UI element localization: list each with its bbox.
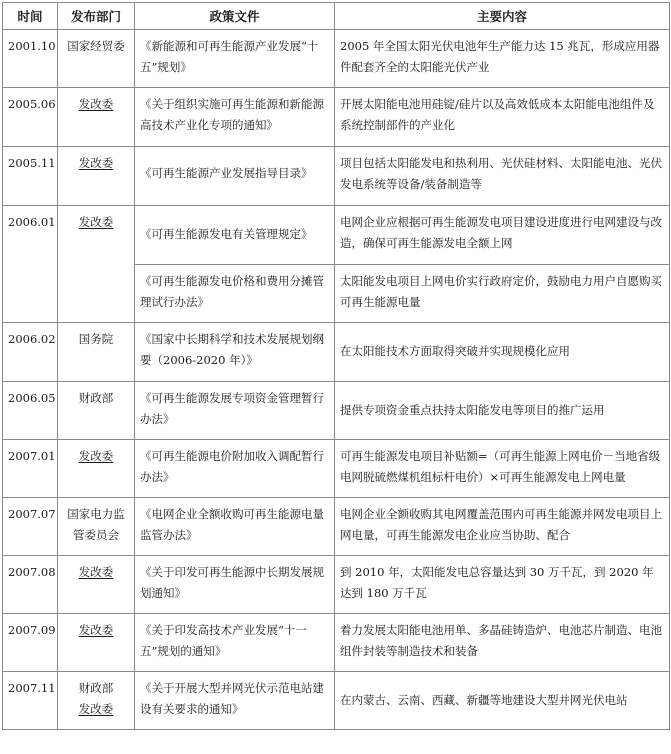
dept-link[interactable]: 发改委 <box>78 156 114 170</box>
dept-cell <box>58 672 135 730</box>
date-cell: 2005.06 <box>3 88 58 147</box>
dept-cell: 财政部 <box>58 382 135 440</box>
date-cell: 2006.01 <box>3 206 58 323</box>
doc-cell <box>135 147 335 206</box>
content-cell: 电网企业全额收购其电网覆盖范围内可再生能源并网发电项目上网电量，可再生能源发电企业应当协助、配合 <box>335 498 670 556</box>
content-text: 提供专项资金重点扶持太阳能发电等项目的推广运用 <box>340 403 605 417</box>
table-row <box>3 382 670 440</box>
content-text: 在太阳能技术方面取得突破并实现规模化应用 <box>340 344 570 358</box>
date-cell: 2007.07 <box>3 498 58 556</box>
table-row <box>3 147 670 206</box>
doc-cell: 《关于印发可再生能源中长期发展规划通知》 <box>135 556 335 614</box>
content-cell <box>335 382 670 440</box>
dept-link[interactable]: 发改委 <box>78 623 114 637</box>
content-cell: 到 2010 年，太阳能发电总容量达到 30 万千瓦，到 2020 年达到 180 万千瓦 <box>335 556 670 614</box>
content-cell <box>335 323 670 382</box>
content-text: 在内蒙古、云南、西藏、新疆等地建设大型并网光伏电站 <box>340 693 628 707</box>
date-cell: 2007.09 <box>3 614 58 672</box>
doc-cell <box>135 206 335 265</box>
doc-cell: 《可再生能源电价附加收入调配暂行办法》 <box>135 440 335 498</box>
content-cell: 电网企业应根据可再生能源发电项目建设进度进行电网建设与改造，确保可再生能源发电全额上网 <box>335 206 670 265</box>
dept-cell <box>58 147 135 206</box>
content-cell: 太阳能发电项目上网电价实行政府定价，鼓励电力用户自愿购买可再生能源电量 <box>335 265 670 323</box>
dept-cell: 国家电力监管委员会 <box>58 498 135 556</box>
dept-cell: 国务院 <box>58 323 135 382</box>
dept-link[interactable]: 发改委 <box>78 702 114 716</box>
dept-cell <box>58 556 135 614</box>
content-cell: 2005 年全国太阳光伏电池年生产能力达 15 兆瓦，形成应用器件配套齐全的太阳能光伏产业 <box>335 30 670 88</box>
dept-cell <box>58 206 135 323</box>
date-cell: 2007.08 <box>3 556 58 614</box>
table-row <box>3 440 670 498</box>
header-content: 主要内容 <box>335 3 670 30</box>
dept-cell: 国家经贸委 <box>58 30 135 88</box>
header-doc: 政策文件 <box>135 3 335 30</box>
date-cell: 2005.11 <box>3 147 58 206</box>
date-cell: 2006.05 <box>3 382 58 440</box>
content-cell: 项目包括太阳能发电和热利用、光伏硅材料、太阳能电池、光伏发电系统等设备/装备制造等 <box>335 147 670 206</box>
dept-cell <box>58 614 135 672</box>
doc-cell: 《关于印发高技术产业发展“十一五”规划的通知》 <box>135 614 335 672</box>
dept-cell <box>58 88 135 147</box>
table-row <box>3 556 670 614</box>
dept-link[interactable]: 发改委 <box>78 97 114 111</box>
table-row <box>3 498 670 556</box>
date-cell: 2006.02 <box>3 323 58 382</box>
content-cell: 开展太阳能电池用硅锭/硅片以及高效低成本太阳能电池组件及系统控制部件的产业化 <box>335 88 670 147</box>
dept-text: 财政部 <box>78 681 114 695</box>
header-row <box>3 3 670 30</box>
content-cell: 着力发展太阳能电池用单、多晶硅铸造炉、电池芯片制造、电池组件封装等制造技术和装备 <box>335 614 670 672</box>
date-cell: 2007.01 <box>3 440 58 498</box>
table-row <box>3 323 670 382</box>
doc-cell: 《国家中长期科学和技术发展规划纲要（2006-2020 年）》 <box>135 323 335 382</box>
date-cell: 2007.11 <box>3 672 58 730</box>
doc-cell: 《关于开展大型并网光伏示范电站建设有关要求的通知》 <box>135 672 335 730</box>
table-row <box>3 614 670 672</box>
table-row <box>3 30 670 88</box>
doc-cell: 《关于组织实施可再生能源和新能源高技术产业化专项的通知》 <box>135 88 335 147</box>
dept-link[interactable]: 发改委 <box>78 215 114 229</box>
header-date: 时间 <box>3 3 58 30</box>
doc-cell: 《新能源和可再生能源产业发展“十五”规划》 <box>135 30 335 88</box>
header-dept: 发布部门 <box>58 3 135 30</box>
table-row <box>3 88 670 147</box>
doc-text: 《可再生能源发电有关管理规定》 <box>140 227 313 241</box>
doc-text: 《可再生能源产业发展指导目录》 <box>140 166 313 180</box>
policy-table <box>2 2 670 730</box>
table-row <box>3 206 670 265</box>
table-row <box>3 672 670 730</box>
dept-cell <box>58 440 135 498</box>
date-cell: 2001.10 <box>3 30 58 88</box>
doc-cell: 《电网企业全额收购可再生能源电量监管办法》 <box>135 498 335 556</box>
content-cell <box>335 672 670 730</box>
doc-cell: 《可再生能源发展专项资金管理暂行办法》 <box>135 382 335 440</box>
content-cell: 可再生能源发电项目补贴额=（可再生能源上网电价－当地省级电网脱硫燃煤机组标杆电价）×可再生能源发电上网电量 <box>335 440 670 498</box>
doc-cell: 《可再生能源发电价格和费用分摊管理试行办法》 <box>135 265 335 323</box>
dept-link[interactable]: 发改委 <box>78 565 114 579</box>
dept-link[interactable]: 发改委 <box>78 449 114 463</box>
